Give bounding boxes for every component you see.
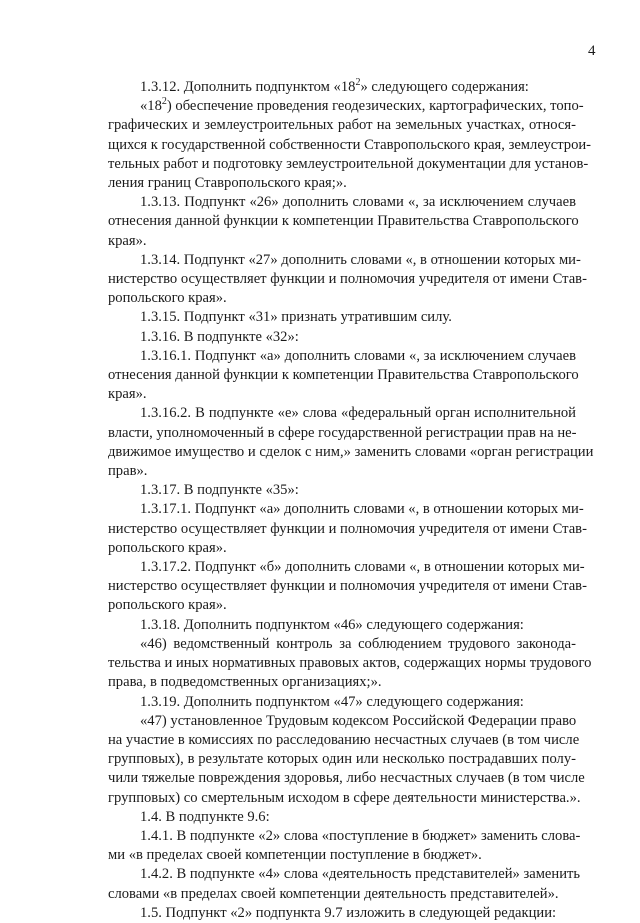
text-segment: групповых) со смертельным исходом в сфере деятельности министерства.». [108,789,581,806]
text-line [108,308,576,327]
text-segment: нистерство осуществляет функции и полномочия учредителя от имени Став- [108,271,587,288]
paragraph [108,78,576,97]
text-segment: 1.3.16.2. В подпункте «е» слова «федеральный орган исполнительной [140,405,576,422]
paragraph [108,328,576,347]
text-line [108,808,576,827]
text-segment: 1.4. В подпункте 9.6: [140,808,270,825]
text-segment: ления границ Ставропольского края;». [108,175,347,192]
text-line [108,885,576,904]
text-segment: права, в подведомственных организациях;». [108,674,382,691]
paragraph [108,693,576,712]
text-segment: щихся к государственной собственности Ставропольского края, землеустрои- [108,136,592,153]
paragraph [108,500,587,558]
text-line [108,404,576,423]
text-segment: края». [108,232,147,249]
text-segment: «18 [140,98,162,115]
page-number: 4 [588,43,596,59]
text-segment: 1.3.18. Дополнить подпунктом «46» следующего содержания: [140,616,524,633]
text-line [108,155,589,174]
text-segment: 1.3.19. Дополнить подпунктом «47» следующего содержания: [140,693,524,710]
text-line [108,827,581,846]
text-segment: отнесения данной функции к компетенции Правительства Ставропольского [108,367,579,384]
text-segment: нистерство осуществляет функции и полномочия учредителя от имени Став- [108,520,587,537]
text-line [108,251,581,270]
superscript: 2 [355,77,361,89]
text-line [108,193,576,212]
text-line [108,385,576,404]
text-line [108,750,576,769]
text-line [108,596,576,615]
paragraph [108,616,576,635]
paragraph [108,827,581,865]
paragraph [108,904,576,923]
text-line [108,78,576,97]
text-segment: словами «в пределах своей компетенции деятельность представителей». [108,885,559,902]
paragraph [108,712,585,808]
paragraph [108,808,576,827]
text-segment: 1.5. Подпункт «2» подпункта 9.7 изложить в следующей редакции: [140,904,557,921]
text-segment: 1.4.1. В подпункте «2» слова «поступление в бюджет» заменить слова- [140,827,581,844]
text-segment: 1.3.13. Подпункт «26» дополнить словами «, за исключением случаев [140,194,576,211]
paragraph [108,251,587,309]
text-line [108,558,585,577]
text-segment: тельства и иных нормативных правовых актов, содержащих нормы трудового [108,655,592,672]
text-line [108,443,594,462]
paragraph [108,481,576,500]
text-line [108,654,592,673]
text-segment: графических и землеустроительных работ на земельных участках, относя- [108,117,576,134]
text-segment: групповых), в результате которых один или несколько пострадавших полу- [108,751,576,768]
text-line [108,96,584,116]
text-segment: 1.3.16.1. Подпункт «а» дополнить словами «, за исключением случаев [140,347,576,364]
paragraph [108,193,579,251]
text-line [108,846,576,865]
text-line [108,366,579,385]
paragraph [108,865,581,903]
text-segment: 1.3.17.2. Подпункт «б» дополнить словами «, в отношении которых ми- [140,559,585,576]
text-segment: 1.3.12. Дополнить подпунктом «18 [140,79,356,95]
text-line [108,789,581,808]
text-segment: «46) ведомственный контроль за соблюдением трудового законода- [140,635,576,652]
text-line [108,347,576,366]
text-segment: движимое имущество и сделок с ним,» заменить словами «орган регистрации [108,443,594,460]
text-segment: ропольского края». [108,539,227,556]
text-line [108,693,576,712]
text-line [108,270,587,289]
text-segment: нистерство осуществляет функции и полномочия учредителя от имени Став- [108,578,587,595]
text-segment: 1.3.17.1. Подпункт «а» дополнить словами «, в отношении которых ми- [140,501,584,518]
text-line [108,635,576,654]
text-segment: власти, уполномоченный в сфере государственной регистрации прав на не- [108,424,577,441]
text-line [108,904,576,923]
text-segment: 1.3.17. В подпункте «35»: [140,482,299,499]
text-segment: края». [108,386,147,403]
text-line [108,539,576,558]
text-segment: 1.3.16. В подпункте «32»: [140,328,299,345]
text-line [108,673,576,692]
text-line [108,616,576,635]
text-segment: 1.3.14. Подпункт «27» дополнить словами «, в отношении которых ми- [140,251,581,268]
paragraph [108,558,587,616]
paragraph [108,635,592,693]
text-segment: чили тяжелые повреждения здоровья, либо несчастных случаев (в том числе [108,770,585,787]
text-line [108,500,584,519]
paragraph [108,404,594,481]
text-segment: тельных работ и подготовку землеустроительной документации для установ- [108,155,589,172]
text-segment: «47) установленное Трудовым кодексом Российской Федерации право [140,712,577,729]
text-line [108,577,587,596]
text-segment: » следующего содержания: [360,79,529,95]
text-line [108,865,581,884]
text-segment: ропольского края». [108,290,227,307]
text-line [108,520,587,539]
text-segment: 1.3.15. Подпункт «31» признать утратившим силу. [140,309,452,326]
text-segment: 1.4.2. В подпункте «4» слова «деятельность представителей» заменить [140,866,581,883]
text-line [108,712,576,731]
text-segment: прав». [108,463,148,480]
text-line [108,136,592,155]
text-line [108,769,585,788]
text-line [108,731,580,750]
text-line [108,424,576,443]
text-line [108,174,576,193]
text-line [108,289,576,308]
text-line [108,232,576,251]
text-line [108,116,576,135]
paragraph [108,96,592,193]
text-segment: на участие в комиссиях по расследованию несчастных случаев (в том числе [108,731,580,748]
text-line [108,212,579,231]
paragraph [108,347,579,405]
paragraph [108,308,576,327]
text-segment: отнесения данной функции к компетенции Правительства Ставропольского [108,213,579,230]
text-segment: ми «в пределах своей компетенции поступление в бюджет». [108,847,482,864]
text-segment: ропольского края». [108,597,227,614]
text-segment: ) обеспечение проведения геодезических, картографических, топо- [166,98,584,115]
text-line [108,328,576,347]
text-line [108,481,576,500]
document-body [108,77,594,923]
superscript: 2 [161,96,167,108]
text-line [108,462,576,481]
